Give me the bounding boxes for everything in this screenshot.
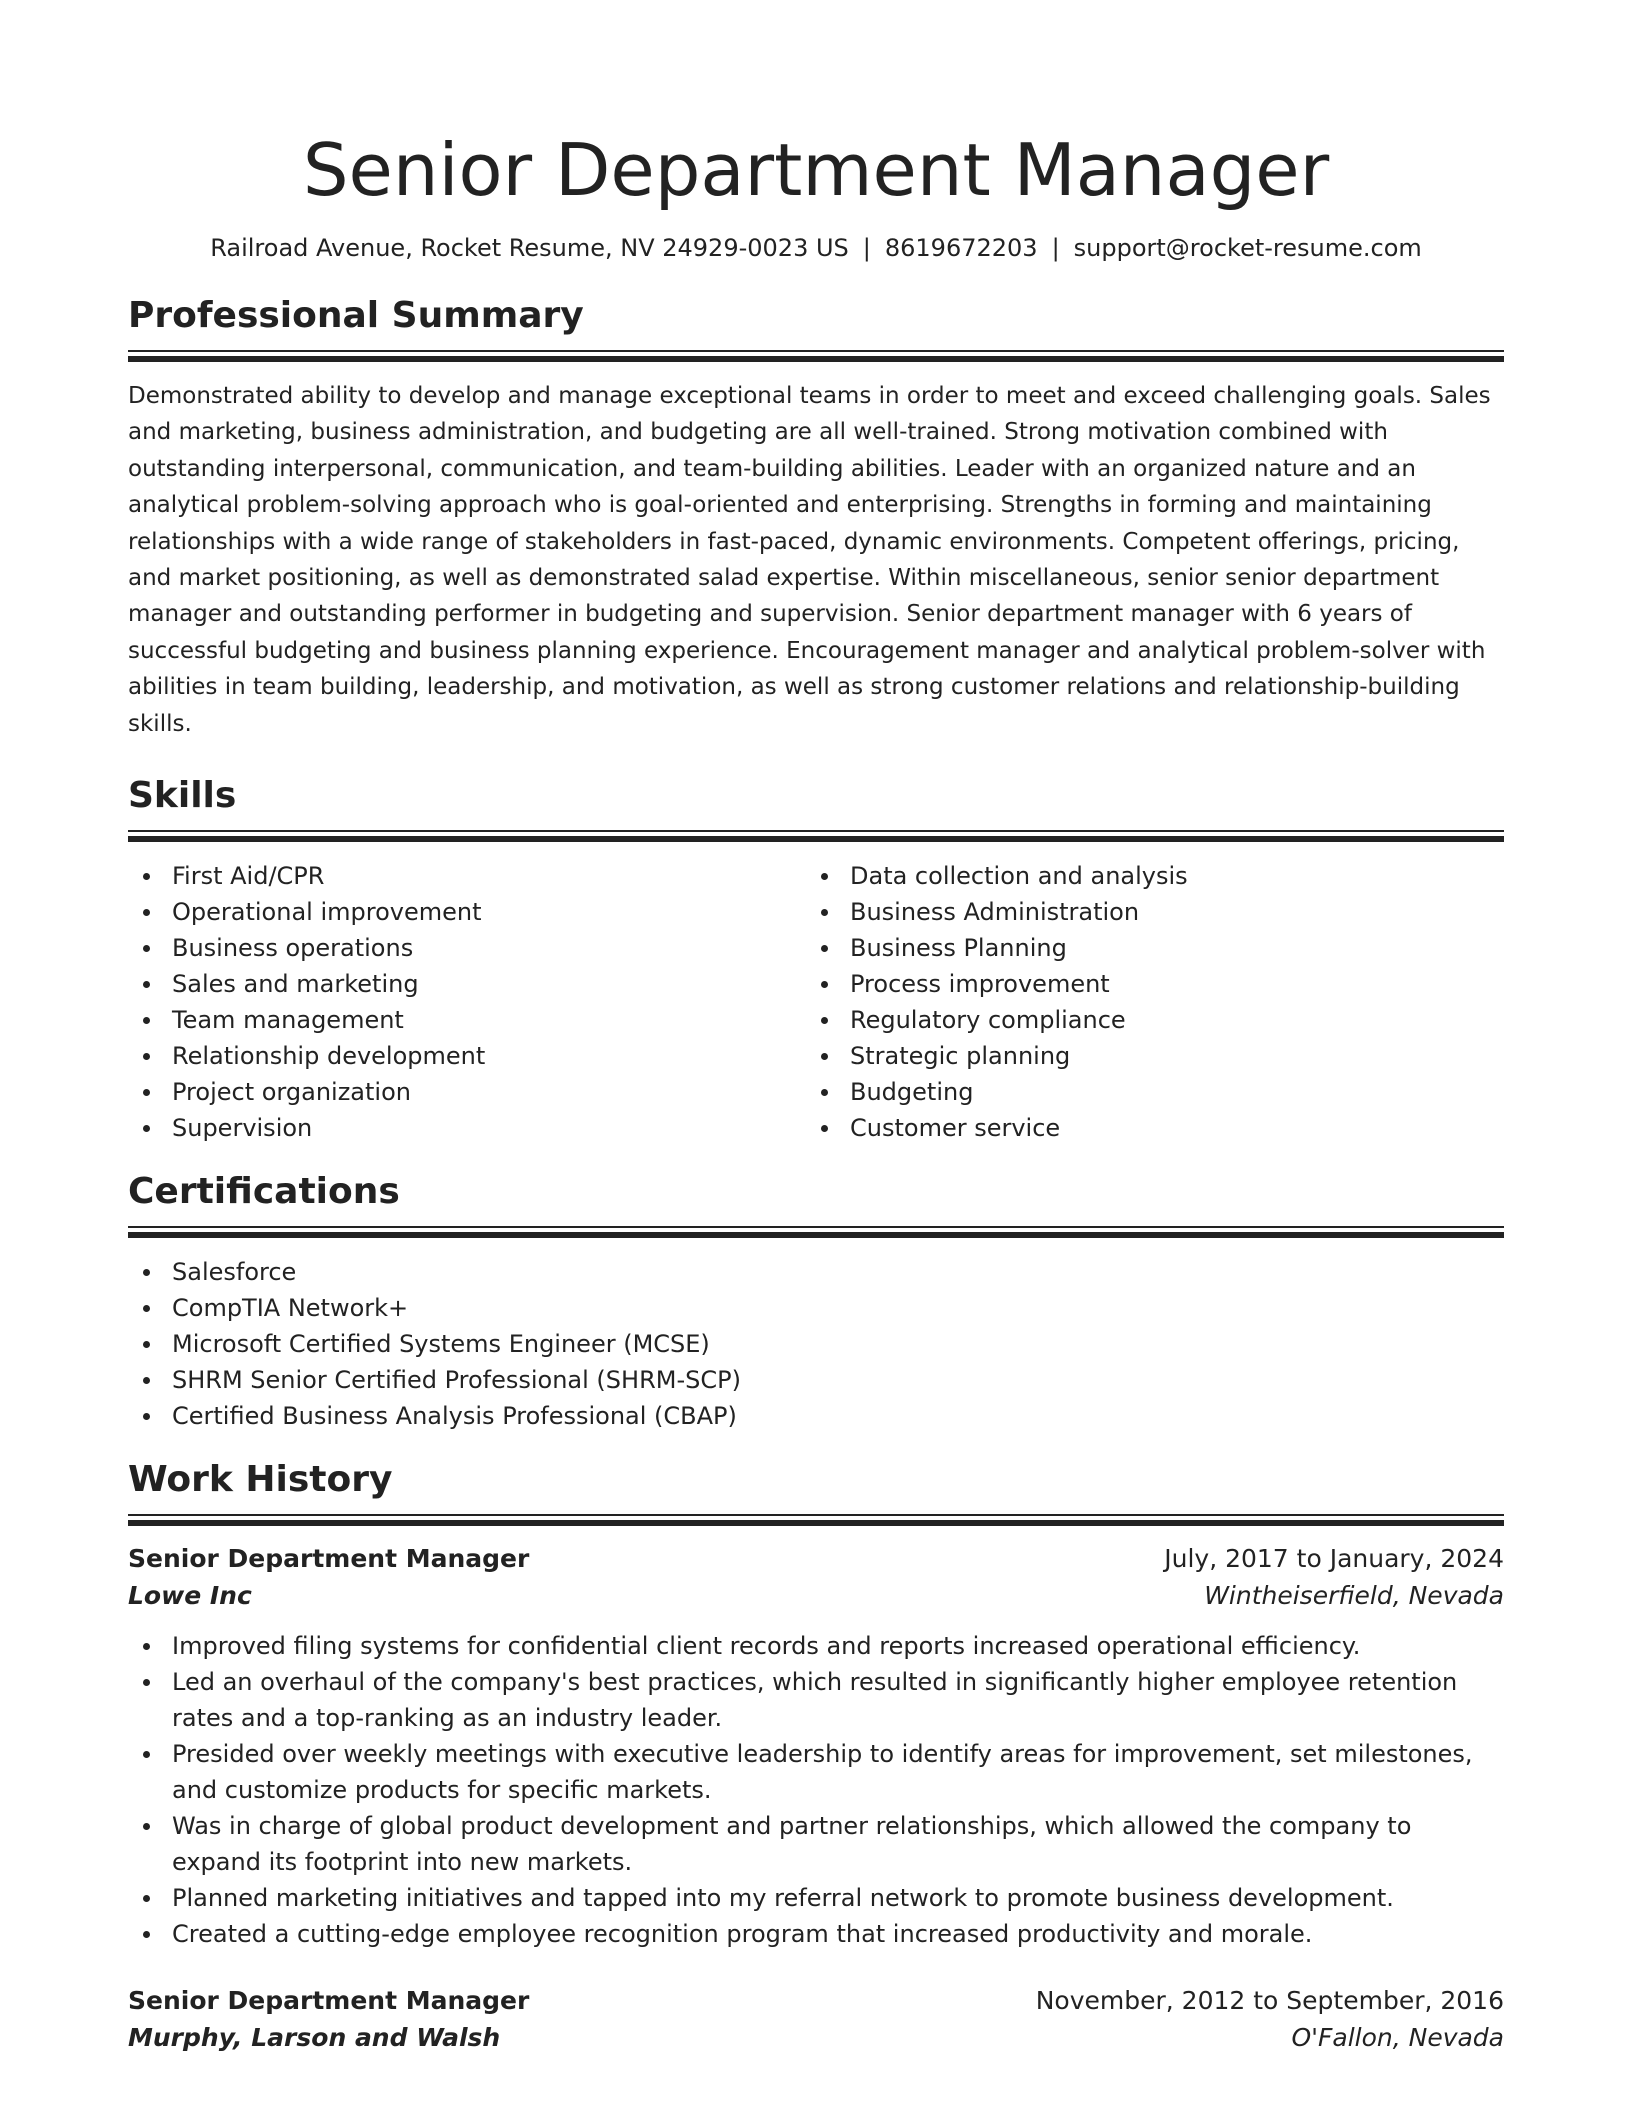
job-subheader — [128, 1577, 1504, 1614]
work-history-section — [128, 1456, 1504, 2056]
job-bullets — [128, 1628, 1504, 1952]
contact-separator: | — [1051, 234, 1060, 262]
section-title-skills: Skills — [128, 775, 237, 817]
section-title-certifications: Certifications — [128, 1171, 400, 1213]
job-bullet: Created a cutting-edge employee recognition program that increased productivity and morale. — [128, 1916, 1504, 1952]
resume-page — [128, 0, 1504, 2056]
resume-name: Senior Department Manager — [302, 128, 1330, 212]
skill-item: Team management — [128, 1002, 806, 1038]
certification-item: Certified Business Analysis Professional (CBAP) — [128, 1398, 1504, 1434]
skill-item: Regulatory compliance — [806, 1002, 1484, 1038]
skill-item: Business Administration — [806, 894, 1484, 930]
skill-item: Project organization — [128, 1074, 806, 1110]
job-bullet: Was in charge of global product development and partner relationships, which allowed the company to expand its footprint into new markets. — [128, 1808, 1504, 1880]
skill-item: First Aid/CPR — [128, 858, 806, 894]
skills-columns — [128, 858, 1504, 1146]
summary-text: Demonstrated ability to develop and manage exceptional teams in order to meet and exceed challenging goals. Sales and marketing, business administration, and budgeting are all well-trained. Strong motivation combined with outstanding interpersonal, communication, and team-building abilities. Leader with an organized nature and an analytical problem-solving approach who is goal-oriented and enterprising. Strengths in forming and maintaining relationships with a wide range of stakeholders in fast-paced, dynamic environments. Competent offerings, pricing, and market positioning, as well as demonstrated salad expertise. Within miscellaneous, senior senior department manager and outstanding performer in budgeting and supervision. Senior department manager with 6 years of successful budgeting and business planning experience. Encouragement manager and analytical problem-solver with abilities in team building, leadership, and motivation, as well as strong customer relations and relationship-building skills. — [128, 383, 1491, 737]
section-divider — [128, 350, 1504, 364]
skills-list-right — [806, 858, 1484, 1146]
job-location: Wintheiserfield, Nevada — [1204, 1581, 1504, 1611]
certification-item: CompTIA Network+ — [128, 1290, 1504, 1326]
job-company: Lowe Inc — [128, 1581, 252, 1611]
job-dates: July, 2017 to January, 2024 — [1164, 1544, 1504, 1574]
certification-item: Microsoft Certified Systems Engineer (MCSE) — [128, 1326, 1504, 1362]
contact-phone: 8619672203 — [884, 234, 1038, 262]
certifications-list — [128, 1254, 1504, 1434]
skills-list-left — [128, 858, 806, 1146]
contact-email: support@rocket-resume.com — [1073, 234, 1422, 262]
skill-item: Operational improvement — [128, 894, 806, 930]
skill-item: Relationship development — [128, 1038, 806, 1074]
job-bullet: Presided over weekly meetings with executive leadership to identify areas for improvement, set milestones, and customize products for specific markets. — [128, 1736, 1504, 1808]
section-divider — [128, 830, 1504, 844]
job-company: Murphy, Larson and Walsh — [128, 2023, 501, 2053]
job-dates: November, 2012 to September, 2016 — [1035, 1986, 1504, 2016]
skill-item: Budgeting — [806, 1074, 1484, 1110]
skill-item: Sales and marketing — [128, 966, 806, 1002]
certification-item: Salesforce — [128, 1254, 1504, 1290]
job-bullet: Led an overhaul of the company's best practices, which resulted in significantly higher employee retention rates and a top-ranking as an industry leader. — [128, 1664, 1504, 1736]
contact-separator: | — [862, 234, 871, 262]
skill-item: Business Planning — [806, 930, 1484, 966]
contact-address: Railroad Avenue, Rocket Resume, NV 24929-0023 US — [210, 234, 849, 262]
skill-item: Supervision — [128, 1110, 806, 1146]
skills-section — [128, 772, 1504, 1146]
skill-item: Customer service — [806, 1110, 1484, 1146]
section-title-summary: Professional Summary — [128, 295, 584, 336]
job-bullet: Improved filing systems for confidential client records and reports increased operational efficiency. — [128, 1628, 1504, 1664]
job-title: Senior Department Manager — [128, 1986, 530, 2016]
certifications-section — [128, 1168, 1504, 1434]
skill-item: Process improvement — [806, 966, 1484, 1002]
section-title-work-history: Work History — [128, 1459, 393, 1501]
job-subheader — [128, 2019, 1504, 2056]
job-header — [128, 1982, 1504, 2019]
job-title: Senior Department Manager — [128, 1544, 530, 1574]
job-entry — [128, 1982, 1504, 2056]
skill-item: Strategic planning — [806, 1038, 1484, 1074]
skill-item: Data collection and analysis — [806, 858, 1484, 894]
section-divider — [128, 1226, 1504, 1240]
summary-section — [128, 292, 1504, 742]
certification-item: SHRM Senior Certified Professional (SHRM-SCP) — [128, 1362, 1504, 1398]
job-bullet: Planned marketing initiatives and tapped into my referral network to promote business development. — [128, 1880, 1504, 1916]
job-header — [128, 1540, 1504, 1577]
contact-line — [128, 232, 1504, 264]
section-divider — [128, 1514, 1504, 1528]
job-entry — [128, 1540, 1504, 1952]
skill-item: Business operations — [128, 930, 806, 966]
job-location: O'Fallon, Nevada — [1291, 2023, 1504, 2053]
